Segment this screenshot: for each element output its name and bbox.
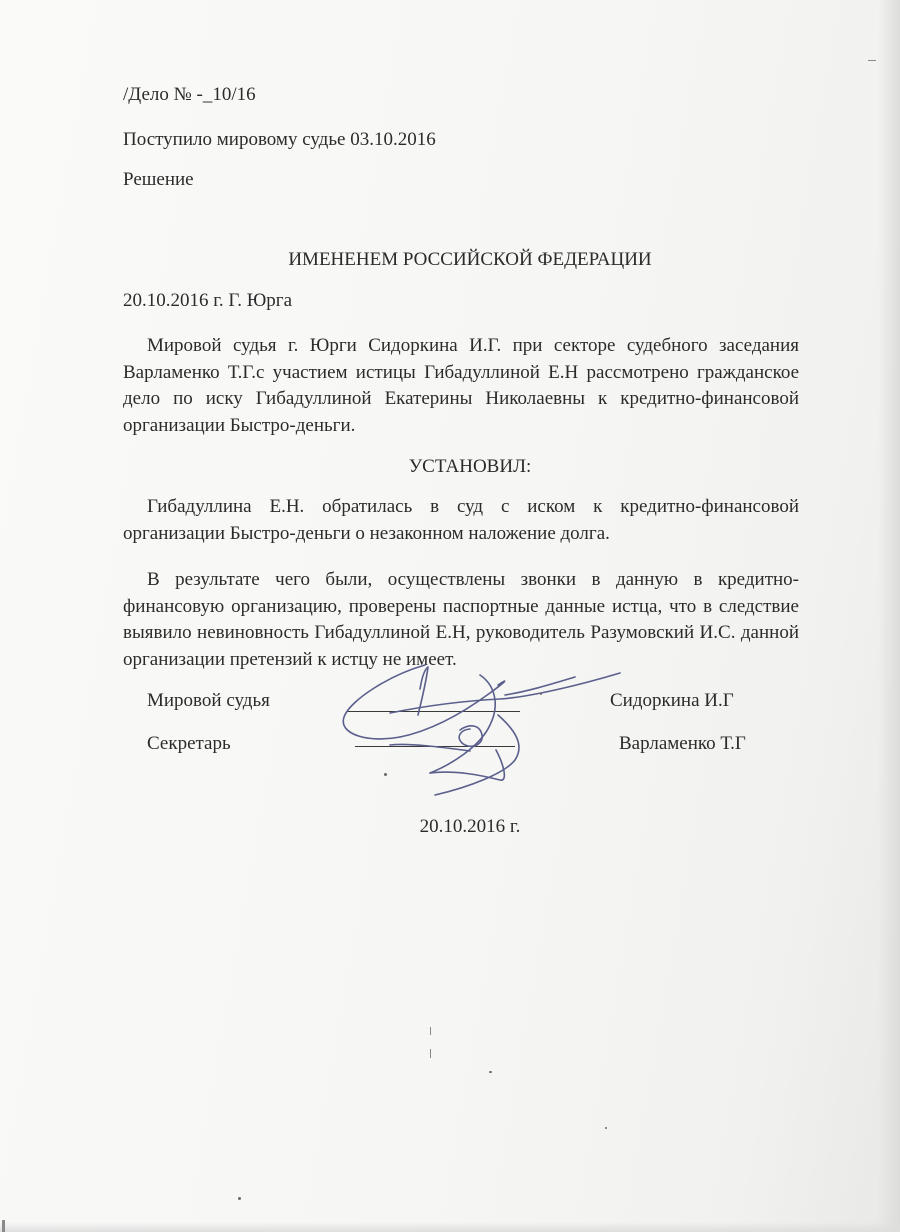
scan-speck [605, 1127, 607, 1129]
body-paragraph-2: В результате чего были, осуществлены звонки в данную в кредитно-финансовую организацию, проверены паспортные данные истца, что в следствие выявило невиновность Гибадуллиной Е.Н, руководитель Разумовский И.С. данной организации претензий к истцу не имеет. [123, 569, 799, 670]
scan-speck [489, 1071, 492, 1073]
scan-speck [540, 693, 542, 695]
intro-paragraph: Мировой судья г. Юрги Сидоркина И.Г. при секторе судебного заседания Варламенко Т.Г.с участием истицы Гибадуллиной Е.Н рассмотрено гражданское дело по иску Гибадуллиной Екатерины Николаевны к кредитно-финансовой организации Быстро-деньги. [123, 335, 799, 436]
page-edge-shadow [878, 0, 900, 1232]
scan-speck [238, 1197, 241, 1200]
case-number: /Дело № -_10/16 [123, 84, 256, 105]
date-place: 20.10.2016 г. Г. Юрга [123, 290, 292, 311]
judge-name: Сидоркина И.Г [610, 690, 734, 711]
established-heading: УСТАНОВИЛ: [408, 456, 532, 477]
closing-date: 20.10.2016 г. [419, 816, 521, 837]
body-paragraph-1: Гибадуллина Е.Н. обратилась в суд с иском к кредитно-финансовой организации Быстро-деньги о незаконном наложение долга. [123, 496, 799, 544]
scan-scratch [430, 1027, 431, 1035]
scan-scratch [2, 1220, 5, 1232]
judge-label: Мировой судья [147, 690, 270, 711]
received-date: Поступило мировому судье 03.10.2016 [123, 129, 436, 150]
scan-scratch [430, 1049, 431, 1058]
scan-scratch [868, 60, 876, 61]
scan-speck [384, 773, 387, 776]
secretary-label: Секретарь [147, 733, 231, 754]
document-heading: ИМЕНЕНЕМ РОССИЙСКОЙ ФЕДЕРАЦИИ [288, 249, 652, 270]
document-type: Решение [123, 169, 194, 190]
secretary-name: Варламенко Т.Г [619, 733, 746, 754]
page-bottom-shadow [0, 1222, 900, 1232]
handwritten-signature [330, 655, 630, 805]
